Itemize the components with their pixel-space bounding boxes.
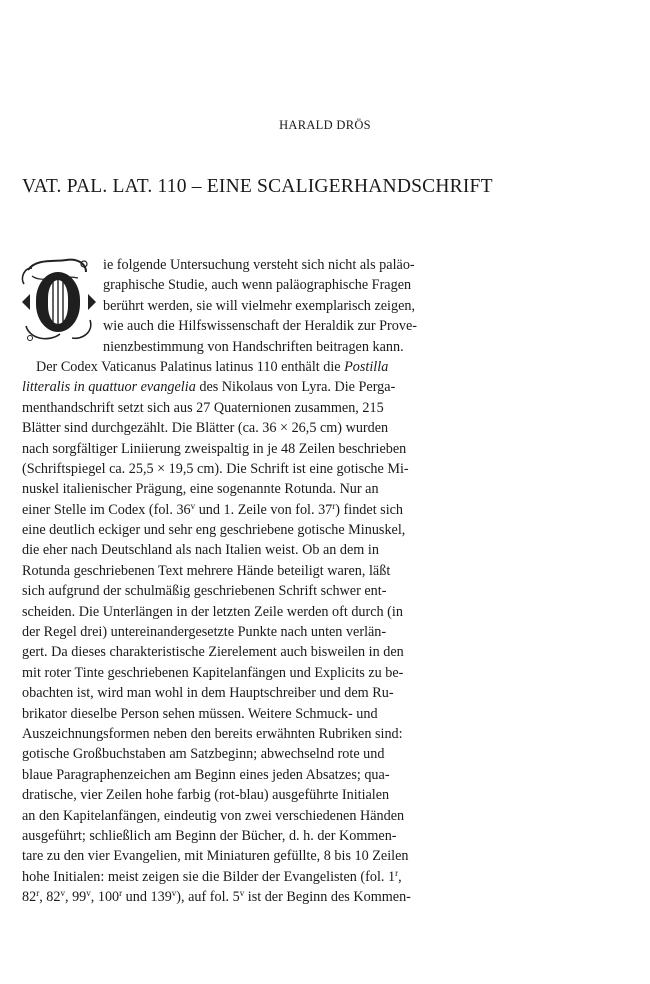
text-line: nienzbestimmung von Handschriften beitragen kann.: [103, 338, 404, 355]
text-line: eine deutlich eckiger und sehr eng geschriebene gotische Minuskel,: [22, 522, 406, 539]
text-line: dratische, vier Zeilen hohe farbig (rot-blau) ausgeführte Initialen: [22, 787, 390, 804]
text-line: Der Codex Vaticanus Palatinus latinus 110 enthält die Postilla: [36, 358, 389, 375]
text-line: der Regel drei) untereinandergesetzte Punkte nach unten verlän-: [22, 624, 387, 641]
text-line: ausgeführt; schließlich am Beginn der Bücher, d. h. der Kommen-: [22, 827, 397, 844]
text-line: mit roter Tinte geschriebenen Kapitelanfängen und Explicits zu be-: [22, 664, 404, 681]
text-line: Auszeichnungsformen neben den bereits erwähnten Rubriken sind:: [22, 725, 403, 742]
text-line: Rotunda geschriebenen Text mehrere Hände beteiligt waren, läßt: [22, 562, 391, 579]
article-title: VAT. PAL. LAT. 110 – EINE SCALIGERHANDSCHRIFT: [22, 176, 493, 197]
text-line: wie auch die Hilfswissenschaft der Heraldik zur Prove-: [103, 318, 417, 335]
text-line: nach sorgfältiger Liniierung zweispaltig in je 48 Zeilen beschrieben: [22, 440, 407, 457]
text-line: nuskel italienischer Prägung, eine sogenannte Rotunda. Nur an: [22, 481, 379, 498]
text-line: ie folgende Untersuchung versteht sich nicht als paläo-: [103, 257, 415, 273]
article-body: [22, 255, 522, 908]
text-line: sich aufgrund der schulmäßig geschriebenen Schrift schwer ent-: [22, 583, 387, 600]
text-line: gert. Da dieses charakteristische Zierelement auch bisweilen in den: [22, 644, 404, 661]
text-line: obachten ist, wird man wohl in dem Hauptschreiber und dem Ru-: [22, 685, 394, 702]
text-line: blaue Paragraphenzeichen am Beginn eines jeden Absatzes; qua-: [22, 766, 390, 783]
text-line: gotische Großbuchstaben am Satzbeginn; abwechselnd rote und: [22, 746, 385, 763]
text-line: menthandschrift setzt sich aus 27 Quaternionen zusammen, 215: [22, 399, 384, 416]
text-line: 82$^r$, 82$^v$, 99$^v$, 100$^r$ und 139$^v$), auf fol. 5$^v$ ist der Beginn des Kommen-: [22, 888, 411, 906]
text-line: die eher nach Deutschland als nach Italien weist. Ob an dem in: [22, 542, 379, 559]
text-line: berührt werden, sie will vielmehr exemplarisch zeigen,: [103, 297, 416, 314]
text-line: graphische Studie, auch wenn paläographische Fragen: [103, 277, 412, 294]
text-line: (Schriftspiegel ca. 25,5 × 19,5 cm). Die Schrift ist eine gotische Mi-: [22, 460, 409, 477]
text-line: hohe Initialen: meist zeigen sie die Bilder der Evangelisten (fol. 1$^r$,: [22, 867, 402, 885]
text-line: tare zu den vier Evangelien, mit Miniaturen gefüllte, 8 bis 10 Zeilen: [22, 848, 409, 865]
text-line: brikator dieselbe Person sehen müssen. Weitere Schmuck- und: [22, 705, 378, 722]
text-line: an den Kapitelanfängen, eindeutig von zwei verschiedenen Händen: [22, 807, 405, 824]
author-name: HARALD DRÖS: [279, 118, 371, 132]
text-line: scheiden. Die Unterlängen in der letzten Zeile werden oft durch (in: [22, 603, 403, 620]
text-line: litteralis in quattuor evangelia des Nikolaus von Lyra. Die Perga-: [22, 379, 396, 396]
text-line: Blätter sind durchgezählt. Die Blätter (ca. 36 × 26,5 cm) wurden: [22, 420, 389, 437]
text-line: einer Stelle im Codex (fol. 36$^v$ und 1. Zeile von fol. 37$^r$) findet sich: [22, 500, 404, 518]
